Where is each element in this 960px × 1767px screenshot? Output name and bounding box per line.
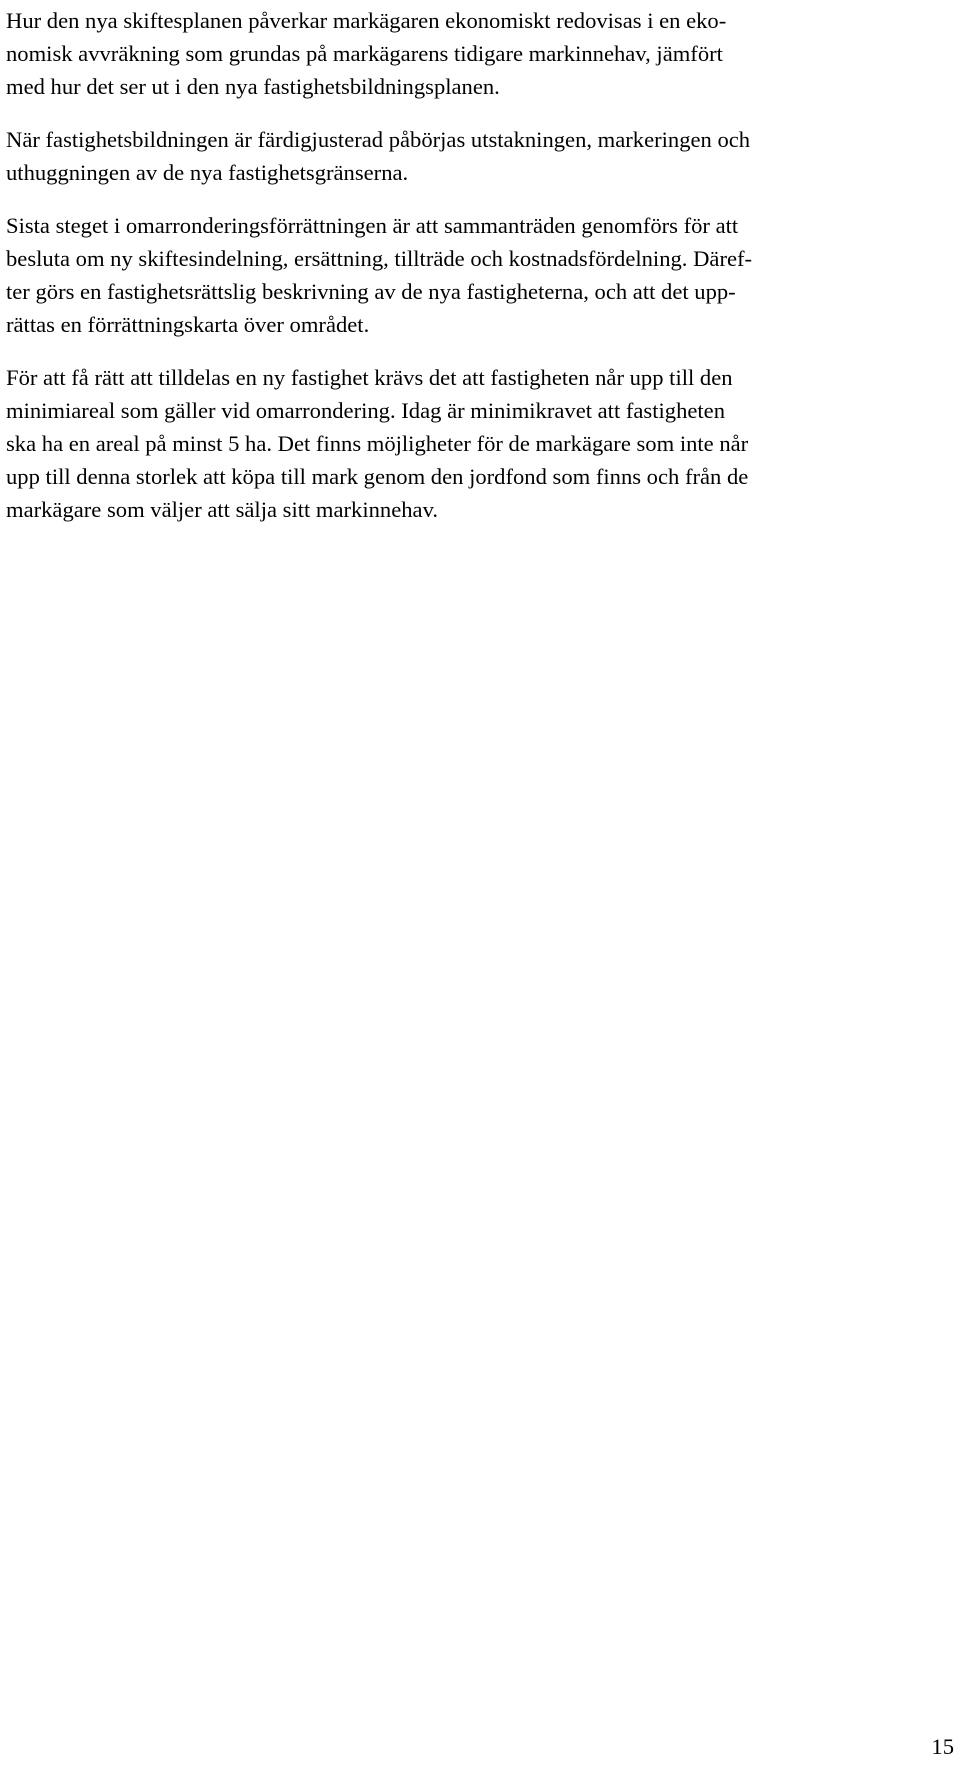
text-line: besluta om ny skiftesindelning, ersättning, tillträde och kostnadsfördelning. Däref-: [6, 246, 753, 271]
text-line: upp till denna storlek att köpa till mark genom den jordfond som finns och från de: [6, 464, 749, 489]
text-line: rättas en förrättningskarta över området.: [6, 312, 370, 337]
text-line: När fastighetsbildningen är färdigjusterad påbörjas utstakningen, markeringen och: [6, 127, 751, 152]
text-line: uthuggningen av de nya fastighetsgränserna.: [6, 160, 409, 185]
paragraph-spacer: [6, 341, 954, 361]
text-line: ter görs en fastighetsrättslig beskrivning av de nya fastigheterna, och att det upp-: [6, 279, 736, 304]
text-line: För att få rätt att tilldelas en ny fastighet krävs det att fastigheten når upp till den: [6, 365, 733, 390]
text-line: nomisk avvräkning som grundas på markägarens tidigare markinnehav, jämfört: [6, 41, 723, 66]
paragraph-staking-out: [6, 123, 954, 189]
text-line: minimiareal som gäller vid omarrondering. Idag är minimikravet att fastigheten: [6, 398, 726, 423]
paragraph-spacer: [6, 103, 954, 123]
paragraph-final-step: [6, 209, 954, 341]
paragraph-minimum-area: [6, 361, 954, 526]
text-line: Sista steget i omarronderingsförrättningen är att sammanträden genomförs för att: [6, 213, 739, 238]
text-line: Hur den nya skiftesplanen påverkar markägaren ekonomiskt redovisas i en eko-: [6, 8, 727, 33]
text-line: ska ha en areal på minst 5 ha. Det finns möjligheter för de markägare som inte når: [6, 431, 749, 456]
text-line: markägare som väljer att sälja sitt markinnehav.: [6, 497, 439, 522]
page-number: 15: [931, 1734, 954, 1759]
paragraph-economic-settlement: [6, 4, 954, 103]
paragraph-spacer: [6, 189, 954, 209]
page-content: [6, 4, 954, 526]
text-line: med hur det ser ut i den nya fastighetsbildningsplanen.: [6, 74, 500, 99]
